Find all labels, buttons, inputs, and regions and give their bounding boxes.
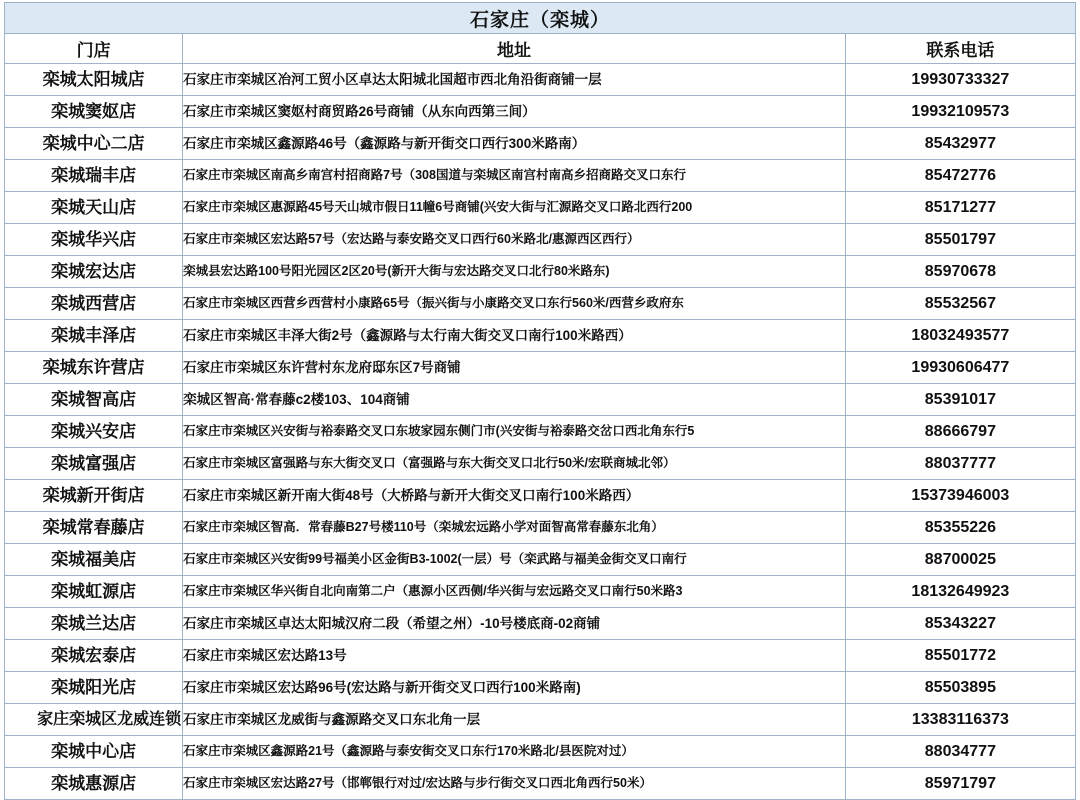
store-name-cell: 栾城惠源店 (5, 768, 183, 800)
table-row (5, 384, 1076, 416)
store-phone-cell: 88666797 (845, 416, 1075, 448)
store-phone-cell: 85970678 (845, 256, 1075, 288)
store-phone-cell: 19932109573 (845, 96, 1075, 128)
table-row (5, 320, 1076, 352)
table-row (5, 544, 1076, 576)
table-row (5, 64, 1076, 96)
store-address-cell: 石家庄市栾城区惠源路45号天山城市假日11幢6号商铺(兴安大街与汇源路交叉口路北西行200 (183, 192, 846, 224)
store-address-cell: 石家庄市栾城区宏达路27号（邯郸银行对过/宏达路与步行街交叉口西北角西行50米） (183, 768, 846, 800)
store-phone-cell: 19930733327 (845, 64, 1075, 96)
store-name-cell: 栾城华兴店 (5, 224, 183, 256)
table-row (5, 96, 1076, 128)
store-address-cell: 石家庄市栾城区宏达路13号 (183, 640, 846, 672)
store-name-cell: 栾城阳光店 (5, 672, 183, 704)
table-row (5, 416, 1076, 448)
table-row (5, 608, 1076, 640)
store-phone-cell: 88034777 (845, 736, 1075, 768)
store-name-cell: 栾城兴安店 (5, 416, 183, 448)
store-phone-cell: 85501797 (845, 224, 1075, 256)
store-name-cell: 栾城中心二店 (5, 128, 183, 160)
store-phone-cell: 85391017 (845, 384, 1075, 416)
store-name-cell: 栾城宏泰店 (5, 640, 183, 672)
store-address-cell: 石家庄市栾城区龙威街与鑫源路交叉口东北角一层 (183, 704, 846, 736)
store-name-cell: 栾城太阳城店 (5, 64, 183, 96)
store-phone-cell: 88700025 (845, 544, 1075, 576)
store-phone-cell: 85472776 (845, 160, 1075, 192)
store-address-cell: 石家庄市栾城区新开南大街48号（大桥路与新开大街交叉口南行100米路西） (183, 480, 846, 512)
table-row (5, 480, 1076, 512)
store-address-cell: 栾城区智高·常春藤c2楼103、104商铺 (183, 384, 846, 416)
store-phone-cell: 85355226 (845, 512, 1075, 544)
table-header-row (5, 34, 1076, 64)
table-row (5, 160, 1076, 192)
store-phone-cell: 88037777 (845, 448, 1075, 480)
store-name-cell: 栾城新开街店 (5, 480, 183, 512)
store-address-cell: 石家庄市栾城区卓达太阳城汉府二段（希望之州）-10号楼底商-02商铺 (183, 608, 846, 640)
store-phone-cell: 85171277 (845, 192, 1075, 224)
table-row (5, 128, 1076, 160)
store-address-cell: 石家庄市栾城区鑫源路21号（鑫源路与泰安街交叉口东行170米路北/县医院对过） (183, 736, 846, 768)
store-name-cell: 栾城东许营店 (5, 352, 183, 384)
store-phone-cell: 85343227 (845, 608, 1075, 640)
store-address-cell: 石家庄市栾城区富强路与东大街交叉口（富强路与东大街交叉口北行50米/宏联商城北邻） (183, 448, 846, 480)
store-name-cell: 栾城兰达店 (5, 608, 183, 640)
table-row (5, 672, 1076, 704)
table-row (5, 640, 1076, 672)
store-table (4, 2, 1076, 800)
store-phone-cell: 85503895 (845, 672, 1075, 704)
table-row (5, 736, 1076, 768)
table-row (5, 256, 1076, 288)
store-name-cell: 栾城中心店 (5, 736, 183, 768)
store-phone-cell: 18032493577 (845, 320, 1075, 352)
store-name-cell: 栾城福美店 (5, 544, 183, 576)
store-address-cell: 石家庄市栾城区鑫源路46号（鑫源路与新开街交口西行300米路南） (183, 128, 846, 160)
store-phone-cell: 85432977 (845, 128, 1075, 160)
store-phone-cell: 85971797 (845, 768, 1075, 800)
store-address-cell: 石家庄市栾城区华兴街自北向南第二户（惠源小区西侧/华兴街与宏远路交叉口南行50米路3 (183, 576, 846, 608)
store-address-cell: 石家庄市栾城区东许营村东龙府邸东区7号商铺 (183, 352, 846, 384)
column-header-address: 地址 (183, 34, 846, 64)
column-header-store: 门店 (5, 34, 183, 64)
store-address-cell: 石家庄市栾城区兴安街99号福美小区金街B3-1002(一层）号（栾武路与福美金街交叉口南行 (183, 544, 846, 576)
store-name-cell: 栾城智高店 (5, 384, 183, 416)
table-row (5, 352, 1076, 384)
store-address-cell: 石家庄市栾城区宏达路96号(宏达路与新开街交叉口西行100米路南) (183, 672, 846, 704)
store-address-cell: 石家庄市栾城区宏达路57号（宏达路与泰安路交叉口西行60米路北/惠源西区西行） (183, 224, 846, 256)
store-phone-cell: 18132649923 (845, 576, 1075, 608)
store-name-cell: 家庄栾城区龙威连锁 (5, 704, 183, 736)
store-name-cell: 栾城西营店 (5, 288, 183, 320)
store-address-cell: 石家庄市栾城区兴安街与裕泰路交叉口东坡家园东侧门市(兴安街与裕泰路交岔口西北角东行5 (183, 416, 846, 448)
store-name-cell: 栾城虹源店 (5, 576, 183, 608)
store-address-cell: 石家庄市栾城区西营乡西营村小康路65号（振兴街与小康路交叉口东行560米/西营乡政府东 (183, 288, 846, 320)
store-name-cell: 栾城丰泽店 (5, 320, 183, 352)
store-phone-cell: 13383116373 (845, 704, 1075, 736)
store-phone-cell: 85501772 (845, 640, 1075, 672)
table-row (5, 192, 1076, 224)
store-name-cell: 栾城窦妪店 (5, 96, 183, 128)
table-row (5, 288, 1076, 320)
store-address-cell: 石家庄市栾城区窦妪村商贸路26号商铺（从东向西第三间） (183, 96, 846, 128)
store-phone-cell: 19930606477 (845, 352, 1075, 384)
store-phone-cell: 15373946003 (845, 480, 1075, 512)
store-address-cell: 石家庄市栾城区丰泽大街2号（鑫源路与太行南大街交叉口南行100米路西） (183, 320, 846, 352)
table-title-row (5, 3, 1076, 34)
store-address-cell: 石家庄市栾城区南高乡南宫村招商路7号（308国道与栾城区南宫村南高乡招商路交叉口东行 (183, 160, 846, 192)
table-body (5, 64, 1076, 800)
store-address-cell: 石家庄市栾城区智高．常春藤B27号楼110号（栾城宏远路小学对面智高常春藤东北角） (183, 512, 846, 544)
table-row (5, 768, 1076, 800)
table-row (5, 576, 1076, 608)
store-address-cell: 石家庄市栾城区冶河工贸小区卓达太阳城北国超市西北角沿街商铺一层 (183, 64, 846, 96)
table-row (5, 704, 1076, 736)
table-row (5, 448, 1076, 480)
store-name-cell: 栾城宏达店 (5, 256, 183, 288)
table-row (5, 224, 1076, 256)
store-name-cell: 栾城瑞丰店 (5, 160, 183, 192)
table-row (5, 512, 1076, 544)
store-phone-cell: 85532567 (845, 288, 1075, 320)
store-name-cell: 栾城天山店 (5, 192, 183, 224)
store-name-cell: 栾城富强店 (5, 448, 183, 480)
store-name-cell: 栾城常春藤店 (5, 512, 183, 544)
store-address-cell: 栾城县宏达路100号阳光园区2区20号(新开大街与宏达路交叉口北行80米路东) (183, 256, 846, 288)
column-header-phone: 联系电话 (845, 34, 1075, 64)
page-title: 石家庄（栾城） (5, 3, 1076, 34)
